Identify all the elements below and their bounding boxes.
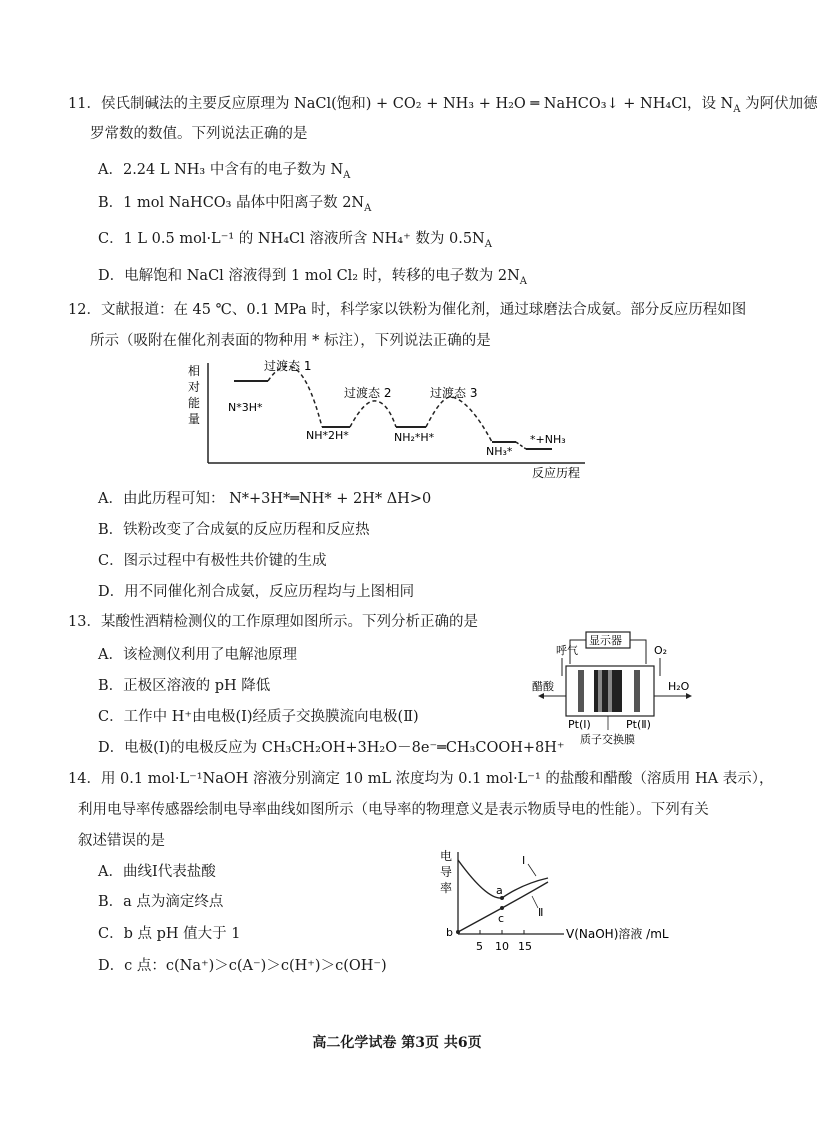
ts3-label: 过渡态 3 xyxy=(430,386,478,400)
point-c: c xyxy=(498,912,505,925)
q14-option-a: A．曲线Ⅰ代表盐酸 xyxy=(98,864,216,880)
q13-cell-diagram xyxy=(528,626,698,748)
chart-ylabel: 电 xyxy=(440,849,453,863)
pt1-label: Pt(Ⅰ) xyxy=(568,718,591,731)
energy-xlabel: 反应历程 xyxy=(532,466,581,480)
q12-energy-diagram xyxy=(180,355,600,485)
q14-option-b: B．a 点为滴定终点 xyxy=(98,894,224,910)
curve-i xyxy=(458,860,548,898)
tick-10: 10 xyxy=(495,940,509,953)
q14-stem-line2: 利用电导率传感器绘制电导率曲线如图所示（电导率的物理意义是表示物质导电的性能）。下列有关 xyxy=(78,802,709,818)
q12-option-b: B．铁粉改变了合成氨的反应历程和反应热 xyxy=(98,522,370,538)
ts1-label: 过渡态 1 xyxy=(264,359,312,373)
state3-label: NH₂*H* xyxy=(394,431,435,444)
q14-stem-line1: 14．用 0.1 mol·L⁻¹NaOH 溶液分别滴定 10 mL 浓度均为 0.1 mol·L⁻¹ 的盐酸和醋酸（溶质用 HA 表示）， xyxy=(68,771,774,787)
state1-label: N*3H* xyxy=(228,401,263,414)
energy-ylabel: 相 xyxy=(188,364,201,378)
q12-option-d: D．用不同催化剂合成氨，反应历程均与上图相同 xyxy=(98,584,415,600)
q13-stem: 13．某酸性酒精检测仪的工作原理如图所示。下列分析正确的是 xyxy=(68,614,478,630)
point-b: b xyxy=(446,926,453,939)
curve-ii-label: Ⅱ xyxy=(538,906,544,919)
point-a: a xyxy=(496,884,503,897)
svg-text:对: 对 xyxy=(188,380,201,394)
page-footer: 高二化学试卷 第3页 共6页 xyxy=(312,1035,482,1051)
tick-15: 15 xyxy=(518,940,532,953)
membrane-label: 质子交换膜 xyxy=(580,733,635,746)
chart-xlabel: V(NaOH)溶液 /mL xyxy=(566,927,669,941)
q12-option-a: A．由此历程可知： N*+3H*═NH* + 2H* ΔH>0 xyxy=(98,491,432,507)
q11-option-d: D．电解饱和 NaCl 溶液得到 1 mol Cl₂ 时，转移的电子数为 $2N_A$ xyxy=(98,268,527,287)
q11-option-c: C．1 L 0.5 mol·L⁻¹ 的 NH₄Cl 溶液所含 NH₄⁺ 数为 $0.5N_A$ xyxy=(98,231,492,250)
q13-option-a: A．该检测仪利用了电解池原理 xyxy=(98,647,297,663)
q14-option-c: C．b 点 pH 值大于 1 xyxy=(98,926,241,942)
svg-text:导: 导 xyxy=(440,865,453,879)
q13-option-b: B．正极区溶液的 pH 降低 xyxy=(98,678,271,694)
water-label: H₂O xyxy=(668,680,690,693)
q13-option-d: D．电极(Ⅰ)的电极反应为 CH₃CH₂OH+3H₂O－8e⁻═CH₃COOH+8H⁺ xyxy=(98,740,565,756)
q11-option-a: A．2.24 L NH₃ 中含有的电子数为 $N_A$ xyxy=(98,162,351,181)
q14-stem-line3: 叙述错误的是 xyxy=(78,833,165,849)
svg-text:量: 量 xyxy=(188,412,201,426)
q12-stem-line1: 12．文献报道：在 45 ℃、0.1 MPa 时，科学家以铁粉为催化剂，通过球磨法合成氨。部分反应历程如图 xyxy=(68,302,747,318)
o2-label: O₂ xyxy=(654,644,668,657)
q11-option-b: B．1 mol NaHCO₃ 晶体中阳离子数 $2N_A$ xyxy=(98,195,372,214)
q12-option-c: C．图示过程中有极性共价键的生成 xyxy=(98,553,327,569)
curve-i-label: Ⅰ xyxy=(522,854,526,867)
ts2-label: 过渡态 2 xyxy=(344,386,392,400)
breath-label: 呼气 xyxy=(556,644,578,657)
q11-stem-line2: 罗常数的数值。下列说法正确的是 xyxy=(90,126,308,142)
q14-option-d: D．c 点：c(Na⁺)＞c(A⁻)＞c(H⁺)＞c(OH⁻) xyxy=(98,958,387,974)
q13-option-c: C．工作中 H⁺由电极(Ⅰ)经质子交换膜流向电极(Ⅱ) xyxy=(98,709,419,725)
state4-label: NH₃* xyxy=(486,445,513,458)
state2-label: NH*2H* xyxy=(306,429,349,442)
state5-label: *+NH₃ xyxy=(530,433,566,446)
tick-5: 5 xyxy=(476,940,483,953)
acetic-label: 醋酸 xyxy=(532,680,554,693)
display-label: 显示器 xyxy=(589,634,622,647)
q12-stem-line2: 所示（吸附在催化剂表面的物种用 * 标注），下列说法正确的是 xyxy=(90,333,491,349)
q11-stem-line1: 11．侯氏制碱法的主要反应原理为 NaCl(饱和) + CO₂ + NH₃ + H₂O ═ NaHCO₃↓ + NH₄Cl，设 $N_A$ 为阿伏加德 xyxy=(68,96,818,115)
svg-text:能: 能 xyxy=(188,396,201,410)
svg-text:率: 率 xyxy=(440,881,453,895)
pt2-label: Pt(Ⅱ) xyxy=(626,718,651,731)
q14-conductivity-chart xyxy=(432,842,702,958)
